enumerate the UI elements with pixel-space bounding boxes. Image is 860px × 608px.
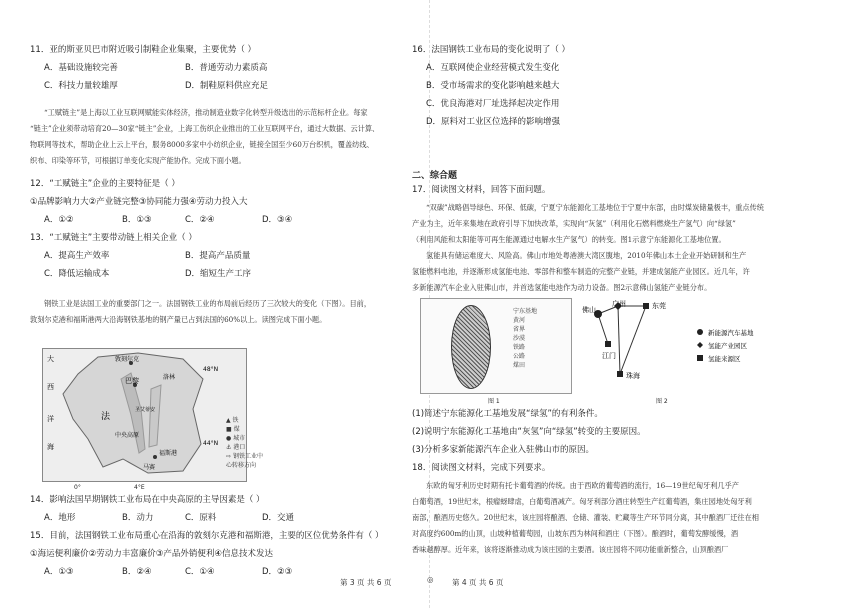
fig1-legend-item: 省界: [513, 326, 526, 333]
label-zhuhai: 珠海: [626, 372, 640, 380]
passage-1-line: “链主”企业须带动培育20—30家“链主”企业，上海工伤织企业推出的工业互联网平台，通过大数据、云计算、: [30, 124, 380, 133]
passage-3-line: （利用风能和太阳能等可再生能源通过电解水生产氢气）的转变。图1示意宁东能源化工基地位置。: [412, 235, 726, 244]
passage-1: [30, 105, 415, 169]
passage-4-line: 香味越醇厚。近年来，该将逐渐推动成为该庄园的主要酒。该庄园将不同功能重新整合，山顶酿酒厂: [412, 545, 729, 554]
map-label-lat1: 48°N: [203, 366, 219, 373]
q11-option-d: D．制鞋原料供应充足: [185, 81, 269, 91]
q13-option-c: C．降低运输成本: [44, 269, 110, 279]
legend-city: 城市: [233, 435, 246, 442]
label-foshan: 佛山: [582, 306, 596, 314]
q12-option-c: C．②④: [185, 215, 215, 225]
q14-option-c: C．原料: [185, 513, 217, 523]
fig1-legend-item: 铁路: [513, 344, 526, 351]
map-label-lon2: 4°E: [134, 484, 145, 491]
passage-1-line: “工赋链主”是上海以工业互联网赋能实体经济，推动制造业数字化转型升级选出的示范标杆企业。每家: [44, 108, 368, 117]
passage-4-line: 对高度约600m的山顶，山坡种植葡萄园，山坡东西为林间和酒庄（下图）。酿酒时，葡萄发酵缓慢，酒: [412, 529, 739, 538]
label-guangzhou: 广州: [612, 300, 626, 308]
question-13: 13．“工赋链主”主要带动链上相关企业（ ）: [30, 233, 197, 243]
label-dongguan: 东莞: [652, 302, 666, 310]
q11-option-b: B．普通劳动力素质高: [185, 63, 268, 73]
question-12: 12．“工赋链主”企业的主要特征是（ ）: [30, 179, 180, 189]
map-label-saint: 圣艾蒂安: [135, 407, 156, 413]
legend-circle-icon: [697, 329, 703, 335]
map-label-lorraine: 洛林: [163, 374, 176, 381]
legend-square-icon: [697, 355, 703, 361]
passage-1-line: 物联网等技术，帮助企业上云上平台，服务8000多家中小纺织企业，链接全国至少60万台织机，覆盖纺线、: [30, 140, 374, 149]
q13-option-a: A．提高生产效率: [44, 251, 110, 261]
q11-option-a: A．基础设施较完善: [44, 63, 118, 73]
q14-option-b: B．动力: [122, 513, 154, 523]
map-label-lon1: 0°: [74, 484, 81, 491]
question-17-sub-2: (2)说明宁东能源化工基地由“灰氢”向“绿氢”转变的主要原因。: [412, 427, 646, 437]
figure-2-svg: [580, 298, 826, 394]
passage-3-line: 多新能源汽车企业入驻佛山市，并首选氢能电池作为动力设备。图2示意佛山氢能产业链分布。: [412, 283, 712, 292]
legend-iron: 铁: [232, 417, 239, 424]
passage-4-line: 东欧的匈牙利历史时期有托卡葡萄酒的传统。由于西欧的葡萄酒的流行，16—19世纪匈牙利几乎产: [426, 481, 739, 490]
q15-option-a: A．①③: [44, 567, 74, 577]
question-17-sub-1: (1)简述宁东能源化工基地发展“绿氢”的有利条件。: [412, 409, 603, 419]
map-label-marseille: 马赛: [143, 464, 156, 471]
page-number-right: 第 4 页 共 6 页: [452, 578, 504, 587]
map-label-paris: 巴黎: [125, 377, 139, 385]
ningdong-base-area: [451, 305, 491, 389]
passage-4: [412, 478, 832, 558]
q12-option-d: D．③④: [262, 215, 293, 225]
question-15-statements: ①海运便利廉价②劳动力丰富廉价③产品外销便利④信息技术发达: [30, 549, 273, 559]
figure-1-legend: [513, 307, 537, 370]
passage-2-line: 钢铁工业是法国工业的重要部门之一。法国钢铁工业的布局前后经历了三次较大的变化（下图）。目前，: [44, 299, 372, 308]
france-map-svg: [43, 349, 246, 481]
link-line: [618, 306, 620, 374]
question-16: 16．法国钢铁工业布局的变化说明了（ ）: [412, 45, 571, 55]
node-zhuhai: [617, 371, 623, 377]
passage-1-line: 织布、印染等环节，可根据订单变化实现产能协作。完成下面小题。: [30, 156, 246, 165]
q16-option-b: B．受市场需求的变化影响越来越大: [426, 81, 560, 91]
node-dongguan: [643, 303, 649, 309]
section-heading: 二、综合题: [412, 171, 458, 181]
map-legend: ▲ 铁 ■ 煤 ● 城市 ⚓ 港口 ⇨ 钢铁工业中心转移方向: [226, 417, 263, 469]
passage-3: [412, 200, 832, 296]
link-line: [598, 314, 608, 344]
fig1-legend-item: 公路: [513, 353, 526, 360]
map-label-da: 大: [47, 355, 54, 363]
question-15: 15．目前，法国钢铁工业布局重心在沿海的敦刻尔克港和福斯港，主要的区位优势条件有（ ）: [30, 531, 384, 541]
legend-shift: 钢铁工业中心转移方向: [226, 453, 263, 469]
page-binding-circle: ◎: [427, 575, 434, 584]
passage-4-line: 白葡萄酒，19世纪末，根瘤蚜肆虐，白葡萄酒减产。匈牙利部分酒庄转型生产红葡萄酒，集庄园地处匈牙利: [412, 497, 752, 506]
fig2-legend-item: 氢能来源区: [708, 355, 741, 363]
figure-2-caption: 图 2: [656, 398, 668, 405]
q13-option-d: D．缩短生产工序: [185, 269, 252, 279]
map-label-french: 法: [101, 412, 111, 422]
q13-option-b: B．提高产品质量: [185, 251, 251, 261]
fig2-legend-item: 氢能产业园区: [708, 342, 747, 350]
question-17-sub-3: (3)分析多家新能源汽车企业入驻佛山市的原因。: [412, 445, 595, 455]
q16-option-a: A．互联网使企业经营模式发生变化: [426, 63, 560, 73]
passage-2: [30, 296, 415, 328]
q11-option-c: C．科技力量较雄厚: [44, 81, 118, 91]
passage-3-line: 产业为主，近年来集地在政府引导下加快改革，实现向“灰氢”（利用化石燃料燃烧生产氢气）向“绿氢”: [412, 219, 736, 228]
link-line: [620, 306, 646, 374]
city-dot: [153, 455, 157, 459]
q15-option-d: D．②③: [262, 567, 293, 577]
question-12-statements: ①品牌影响力大②产业链完整③协同能力强④劳动力投入大: [30, 197, 248, 207]
figure-1-map: [420, 298, 572, 394]
map-label-yang: 洋: [47, 415, 54, 423]
figure-1-caption: 图 1: [488, 398, 500, 405]
q15-option-b: B．②④: [122, 567, 152, 577]
q12-option-a: A．①②: [44, 215, 74, 225]
map-label-dunkirk: 敦刻尔克: [115, 356, 140, 363]
map-label-fos: 福斯港: [159, 450, 178, 457]
passage-3-line: 氢能具有储运难度大、风险高。佛山市地处粤港澳大湾区腹地，2010年佛山本土企业开始研制和生产: [426, 251, 747, 260]
question-18: 18．阅读图文材料，完成下列要求。: [412, 463, 551, 473]
map-label-xi: 西: [47, 383, 54, 391]
legend-port: 港口: [233, 444, 246, 451]
fig1-legend-item: 沙漠: [513, 335, 526, 342]
passage-4-line: 南部，酿酒历史悠久。20世纪末，该庄园将酿酒、仓储、灌装、贮藏等生产环节同分离，其中酿酒厂迁往在相: [412, 513, 759, 522]
fig1-legend-item: 宁东基地: [513, 308, 538, 315]
q16-option-d: D．原料对工业区位选择的影响增强: [426, 117, 561, 127]
q16-option-c: C．优良海港对厂址选择起决定作用: [426, 99, 560, 109]
fig1-legend-item: 黄河: [513, 317, 526, 324]
france-steel-map: [42, 348, 247, 482]
legend-diamond-icon: [697, 342, 703, 348]
figure-2-network: [580, 298, 826, 394]
fig2-legend-item: 新能源汽车基地: [708, 329, 754, 337]
map-label-hai: 海: [47, 443, 54, 451]
q15-option-c: C．①④: [185, 567, 215, 577]
passage-3-line: 氢能燃料电池，并逐渐形成氢能电池、零部件和整车制造的完整产业链，并建成氢能产业园区。近几年，许: [412, 267, 750, 276]
fig1-legend-item: 煤田: [513, 362, 526, 369]
map-label-lat2: 44°N: [203, 440, 219, 447]
passage-3-line: “双碳”战略倡导绿色、环保、低碳，宁夏宁东能源化工基地位于宁夏中东部，由时煤炭储量极丰，重点传统: [426, 203, 764, 212]
legend-coal: 煤: [233, 426, 240, 433]
question-17: 17．阅读图文材料，回答下面问题。: [412, 185, 551, 195]
q14-option-a: A．地形: [44, 513, 76, 523]
q14-option-d: D．交通: [262, 513, 295, 523]
page-number-left: 第 3 页 共 6 页: [340, 578, 392, 587]
passage-2-line: 敦刻尔克港和福斯港两大沿海钢铁基地的钢产量已占到法国的60%以上。读图完成下面小题。: [30, 315, 327, 324]
node-jiangmen: [605, 341, 611, 347]
question-11: 11．亚的斯亚贝巴市附近吸引制鞋企业集聚，主要优势（ ）: [30, 45, 257, 55]
label-jiangmen: 江门: [602, 352, 616, 360]
map-label-central: 中央高原: [115, 432, 140, 439]
question-14: 14．影响法国早期钢铁工业布局在中央高原的主导因素是（ ）: [30, 495, 265, 505]
q12-option-b: B．①③: [122, 215, 152, 225]
